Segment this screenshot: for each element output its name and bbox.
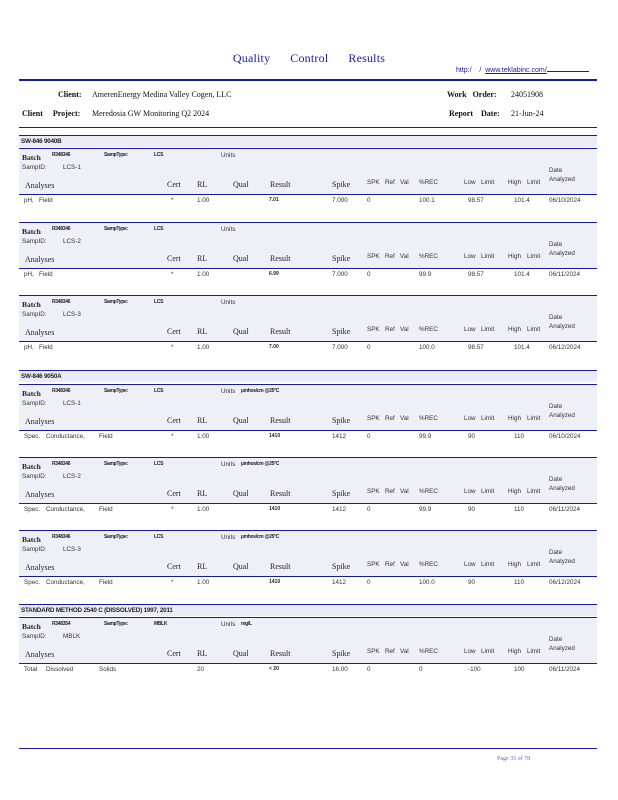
low-limit-col: Limit: [481, 326, 495, 333]
website-link[interactable]: [456, 67, 589, 74]
rl-value: 1.00: [197, 506, 210, 513]
sampid-label: SampID:: [22, 238, 47, 245]
rl-col: RL: [197, 489, 208, 498]
low-limit-value: 90: [468, 579, 476, 586]
sampid-value: LCS-1: [63, 400, 81, 407]
result-col: Result: [270, 327, 291, 336]
analyzed-col: Analyzed: [549, 645, 575, 652]
analyzed-col: Analyzed: [549, 485, 575, 492]
spk-ref-value: 0: [367, 433, 371, 440]
date-col: Date: [549, 167, 563, 174]
sampid-label: SampID:: [22, 473, 47, 480]
cert-col: Cert: [167, 254, 181, 263]
low-col: Low: [464, 648, 476, 655]
sampid-value: MBLK: [63, 633, 81, 640]
low-col: Low: [464, 561, 476, 568]
samptype-label: SampType:: [104, 534, 128, 540]
low-col: Low: [464, 253, 476, 260]
spk-col: SPK: [367, 253, 380, 260]
spk-ref-value: 0: [367, 344, 371, 351]
high-limit-col: Limit: [527, 561, 541, 568]
rec-value: 100.1: [419, 197, 435, 204]
analyte-name: Spec.: [24, 433, 41, 440]
batch-label: Batch: [22, 300, 41, 309]
rec-col: %REC: [419, 253, 438, 260]
date-col: Date: [549, 314, 563, 321]
rec-value: 99.9: [419, 271, 432, 278]
val-col: Val: [400, 488, 409, 495]
rec-value: 100.0: [419, 579, 435, 586]
client-label: Client:: [58, 90, 82, 99]
rec-col: %REC: [419, 326, 438, 333]
result-value: 1410: [269, 506, 281, 512]
analyzed-col: Analyzed: [549, 558, 575, 565]
low-col: Low: [464, 179, 476, 186]
ref-col: Ref: [385, 326, 395, 333]
method-header: SW-846 9050A: [19, 370, 597, 382]
rec-value: 99.9: [419, 433, 432, 440]
low-limit-col: Limit: [481, 648, 495, 655]
rl-col: RL: [197, 254, 208, 263]
sampid-value: LCS-3: [63, 311, 81, 318]
units-label: Units: [221, 152, 236, 159]
high-limit-value: 101.4: [514, 344, 530, 351]
date-col: Date: [549, 476, 563, 483]
cert-value: *: [171, 506, 174, 513]
analyte-name: Field: [99, 579, 113, 586]
low-col: Low: [464, 326, 476, 333]
spk-col: SPK: [367, 648, 380, 655]
rl-col: RL: [197, 649, 208, 658]
batch-id: R348346: [52, 152, 71, 158]
analyzed-col: Analyzed: [549, 250, 575, 257]
spk-col: SPK: [367, 326, 380, 333]
rec-value: 99.9: [419, 506, 432, 513]
date-analyzed-value: 06/10/2024: [549, 197, 581, 204]
samptype-value: MBLK: [154, 621, 168, 627]
result-value: 7.00: [269, 344, 279, 350]
page-number: Page 35 of 78: [497, 756, 531, 762]
spike-value: 1412: [332, 506, 347, 513]
spk-col: SPK: [367, 488, 380, 495]
low-limit-value: 90: [468, 506, 476, 513]
page-title: [0, 51, 618, 66]
rl-value: 1.00: [197, 433, 210, 440]
analyte-name: Dissolved: [46, 666, 74, 673]
samptype-value: LCS: [154, 299, 164, 305]
spike-value: 1412: [332, 433, 347, 440]
cert-col: Cert: [167, 489, 181, 498]
analyte-name: Solids: [99, 666, 117, 673]
spike-col: Spike: [332, 489, 351, 498]
high-col: High: [508, 253, 521, 260]
result-value: 7.01: [269, 197, 279, 203]
link-sep: /: [479, 67, 482, 74]
sampid-value: LCS-2: [63, 238, 81, 245]
high-limit-col: Limit: [527, 415, 541, 422]
spk-col: SPK: [367, 561, 380, 568]
units-label: Units: [221, 299, 236, 306]
analyte-name: pH,: [24, 271, 34, 278]
samptype-value: LCS: [154, 461, 164, 467]
batch-label: Batch: [22, 389, 41, 398]
low-col: Low: [464, 488, 476, 495]
rl-value: 1.00: [197, 344, 210, 351]
analyte-name: pH,: [24, 344, 34, 351]
analyzed-col: Analyzed: [549, 412, 575, 419]
sampid-label: SampID:: [22, 311, 47, 318]
low-limit-col: Limit: [481, 415, 495, 422]
sampid-value: LCS-3: [63, 546, 81, 553]
high-limit-col: Limit: [527, 488, 541, 495]
cert-col: Cert: [167, 180, 181, 189]
sampid-label: SampID:: [22, 546, 47, 553]
batch-label: Batch: [22, 227, 41, 236]
analyte-name: Spec.: [24, 506, 41, 513]
spk-ref-value: 0: [367, 666, 371, 673]
sampid-value: LCS-2: [63, 473, 81, 480]
low-limit-value: 90: [468, 433, 476, 440]
rec-value: 100.0: [419, 344, 435, 351]
date-analyzed-value: 06/12/2024: [549, 579, 581, 586]
work-order-value: 24051908: [511, 90, 543, 99]
spike-value: 1412: [332, 579, 347, 586]
date-analyzed-value: 06/11/2024: [549, 506, 581, 513]
analyte-name: Conductance,: [46, 579, 85, 586]
rl-value: 1.00: [197, 197, 210, 204]
result-col: Result: [270, 416, 291, 425]
units-value: µmhos/cm @25°C: [241, 461, 280, 467]
units-label: Units: [221, 534, 236, 541]
low-limit-value: -100: [468, 666, 481, 673]
method-header: SW-846 9040B: [19, 135, 597, 147]
spike-col: Spike: [332, 180, 351, 189]
result-col: Result: [270, 562, 291, 571]
samptype-label: SampType:: [104, 299, 128, 305]
spike-value: 7.000: [332, 344, 348, 351]
low-limit-value: 98.57: [468, 197, 484, 204]
rl-col: RL: [197, 180, 208, 189]
report-date-value: 21-Jun-24: [511, 109, 544, 118]
analyte-name: Conductance,: [46, 433, 85, 440]
qual-col: Qual: [233, 254, 249, 263]
ref-col: Ref: [385, 561, 395, 568]
analyzed-col: Analyzed: [549, 323, 575, 330]
analyses-col: Analyses: [25, 181, 55, 190]
result-col: Result: [270, 254, 291, 263]
sampid-label: SampID:: [22, 633, 47, 640]
link-prefix: http:/: [456, 67, 472, 74]
high-col: High: [508, 561, 521, 568]
spk-ref-value: 0: [367, 579, 371, 586]
val-col: Val: [400, 415, 409, 422]
high-limit-col: Limit: [527, 648, 541, 655]
spike-col: Spike: [332, 254, 351, 263]
report-date-label: Report Date:: [449, 109, 500, 118]
samptype-value: LCS: [154, 534, 164, 540]
qc-block-rule: [19, 341, 597, 342]
title-word: Results: [348, 51, 386, 65]
analyses-col: Analyses: [25, 650, 55, 659]
samptype-label: SampType:: [104, 152, 128, 158]
spike-value: 16.00: [332, 666, 348, 673]
qual-col: Qual: [233, 562, 249, 571]
low-limit-col: Limit: [481, 179, 495, 186]
qc-block-rule: [19, 503, 597, 504]
cert-value: *: [171, 197, 174, 204]
spike-col: Spike: [332, 649, 351, 658]
ref-col: Ref: [385, 488, 395, 495]
rec-col: %REC: [419, 488, 438, 495]
spk-ref-value: 0: [367, 271, 371, 278]
qc-block-rule: [19, 576, 597, 577]
low-limit-col: Limit: [481, 488, 495, 495]
qual-col: Qual: [233, 327, 249, 336]
val-col: Val: [400, 253, 409, 260]
high-limit-value: 101.4: [514, 197, 530, 204]
title-word: Control: [290, 51, 329, 65]
ref-col: Ref: [385, 179, 395, 186]
val-col: Val: [400, 648, 409, 655]
units-label: Units: [221, 621, 236, 628]
units-value: µmhos/cm @25°C: [241, 534, 280, 540]
cert-col: Cert: [167, 327, 181, 336]
rl-col: RL: [197, 327, 208, 336]
val-col: Val: [400, 179, 409, 186]
result-value: 1410: [269, 579, 281, 585]
cert-col: Cert: [167, 416, 181, 425]
batch-id: R348346: [52, 534, 71, 540]
date-col: Date: [549, 549, 563, 556]
rec-col: %REC: [419, 179, 438, 186]
project-value: Meredosia GW Monitoring Q2 2024: [92, 109, 210, 118]
date-analyzed-value: 06/12/2024: [549, 344, 581, 351]
qc-block-rule: [19, 430, 597, 431]
rl-col: RL: [197, 416, 208, 425]
title-word: Quality: [232, 51, 271, 65]
ref-col: Ref: [385, 648, 395, 655]
footer-rule: [19, 748, 597, 749]
low-limit-value: 98.57: [468, 271, 484, 278]
spike-col: Spike: [332, 327, 351, 336]
project-label: Client Project:: [22, 109, 81, 118]
analyte-name: Field: [39, 271, 53, 278]
high-col: High: [508, 415, 521, 422]
high-col: High: [508, 648, 521, 655]
cert-col: Cert: [167, 562, 181, 571]
val-col: Val: [400, 561, 409, 568]
analyte-name: Conductance,: [46, 506, 85, 513]
analyte-name: Field: [39, 197, 53, 204]
analyses-col: Analyses: [25, 328, 55, 337]
qual-col: Qual: [233, 489, 249, 498]
analyses-col: Analyses: [25, 417, 55, 426]
low-col: Low: [464, 415, 476, 422]
high-col: High: [508, 179, 521, 186]
rl-col: RL: [197, 562, 208, 571]
header-rule-2: [19, 127, 597, 128]
low-limit-value: 98.57: [468, 344, 484, 351]
result-col: Result: [270, 180, 291, 189]
work-order-label: Work Order:: [447, 90, 497, 99]
low-limit-col: Limit: [481, 561, 495, 568]
units-value: µmhos/cm @25°C: [241, 388, 280, 394]
qual-col: Qual: [233, 180, 249, 189]
high-col: High: [508, 488, 521, 495]
qual-col: Qual: [233, 416, 249, 425]
samptype-label: SampType:: [104, 226, 128, 232]
date-col: Date: [549, 403, 563, 410]
method-header: STANDARD METHOD 2540 C (DISSOLVED) 1997, 2011: [19, 604, 597, 616]
high-limit-col: Limit: [527, 253, 541, 260]
samptype-label: SampType:: [104, 461, 128, 467]
analyte-name: pH,: [24, 197, 34, 204]
cert-value: *: [171, 344, 174, 351]
spike-value: 7.000: [332, 197, 348, 204]
batch-label: Batch: [22, 535, 41, 544]
rl-value: 1.00: [197, 579, 210, 586]
date-analyzed-value: 06/11/2024: [549, 666, 581, 673]
analyte-name: Field: [39, 344, 53, 351]
samptype-label: SampType:: [104, 388, 128, 394]
batch-label: Batch: [22, 622, 41, 631]
result-value: 1410: [269, 433, 281, 439]
result-value: < 20: [269, 666, 279, 672]
analyte-name: Spec.: [24, 579, 41, 586]
spike-value: 7.000: [332, 271, 348, 278]
high-limit-col: Limit: [527, 326, 541, 333]
qc-block-rule: [19, 194, 597, 195]
units-label: Units: [221, 388, 236, 395]
analyte-name: Field: [99, 506, 113, 513]
analyte-name: Field: [99, 433, 113, 440]
spike-col: Spike: [332, 416, 351, 425]
result-col: Result: [270, 649, 291, 658]
batch-id: R348346: [52, 299, 71, 305]
date-col: Date: [549, 241, 563, 248]
qc-block-rule: [19, 268, 597, 269]
batch-id: R348346: [52, 226, 71, 232]
val-col: Val: [400, 326, 409, 333]
analyzed-col: Analyzed: [549, 176, 575, 183]
sampid-value: LCS-1: [63, 164, 81, 171]
link-url[interactable]: www.teklabinc.com/: [485, 67, 547, 74]
batch-id: R348346: [52, 388, 71, 394]
sampid-label: SampID:: [22, 164, 47, 171]
cert-value: *: [171, 271, 174, 278]
batch-id: R348354: [52, 621, 71, 627]
analyses-col: Analyses: [25, 490, 55, 499]
units-value: mg/L: [241, 621, 252, 627]
date-col: Date: [549, 636, 563, 643]
high-limit-value: 110: [514, 506, 525, 513]
high-col: High: [508, 326, 521, 333]
cert-col: Cert: [167, 649, 181, 658]
sampid-label: SampID:: [22, 400, 47, 407]
date-analyzed-value: 06/11/2024: [549, 271, 581, 278]
high-limit-value: 100: [514, 666, 525, 673]
batch-id: R348346: [52, 461, 71, 467]
client-value: AmerenEnergy Medina Valley Cogen, LLC: [92, 90, 232, 99]
result-col: Result: [270, 489, 291, 498]
cert-value: *: [171, 433, 174, 440]
spk-col: SPK: [367, 179, 380, 186]
samptype-value: LCS: [154, 152, 164, 158]
analyses-col: Analyses: [25, 255, 55, 264]
units-label: Units: [221, 461, 236, 468]
ref-col: Ref: [385, 253, 395, 260]
rl-value: 1.00: [197, 271, 210, 278]
spk-ref-value: 0: [367, 506, 371, 513]
analyses-col: Analyses: [25, 563, 55, 572]
spike-col: Spike: [332, 562, 351, 571]
date-analyzed-value: 06/10/2024: [549, 433, 581, 440]
cert-value: *: [171, 579, 174, 586]
ref-col: Ref: [385, 415, 395, 422]
qc-block-rule: [19, 663, 597, 664]
low-limit-col: Limit: [481, 253, 495, 260]
spk-col: SPK: [367, 415, 380, 422]
units-label: Units: [221, 226, 236, 233]
analyte-name: Total: [24, 666, 38, 673]
samptype-label: SampType:: [104, 621, 128, 627]
batch-label: Batch: [22, 153, 41, 162]
high-limit-col: Limit: [527, 179, 541, 186]
spk-ref-value: 0: [367, 197, 371, 204]
rec-value: 0: [419, 666, 423, 673]
batch-label: Batch: [22, 462, 41, 471]
high-limit-value: 110: [514, 579, 525, 586]
samptype-value: LCS: [154, 226, 164, 232]
header-rule: [19, 79, 597, 81]
high-limit-value: 101.4: [514, 271, 530, 278]
samptype-value: LCS: [154, 388, 164, 394]
rec-col: %REC: [419, 415, 438, 422]
rec-col: %REC: [419, 561, 438, 568]
high-limit-value: 110: [514, 433, 525, 440]
qual-col: Qual: [233, 649, 249, 658]
rec-col: %REC: [419, 648, 438, 655]
result-value: 6.99: [269, 271, 279, 277]
rl-value: 20: [197, 666, 205, 673]
